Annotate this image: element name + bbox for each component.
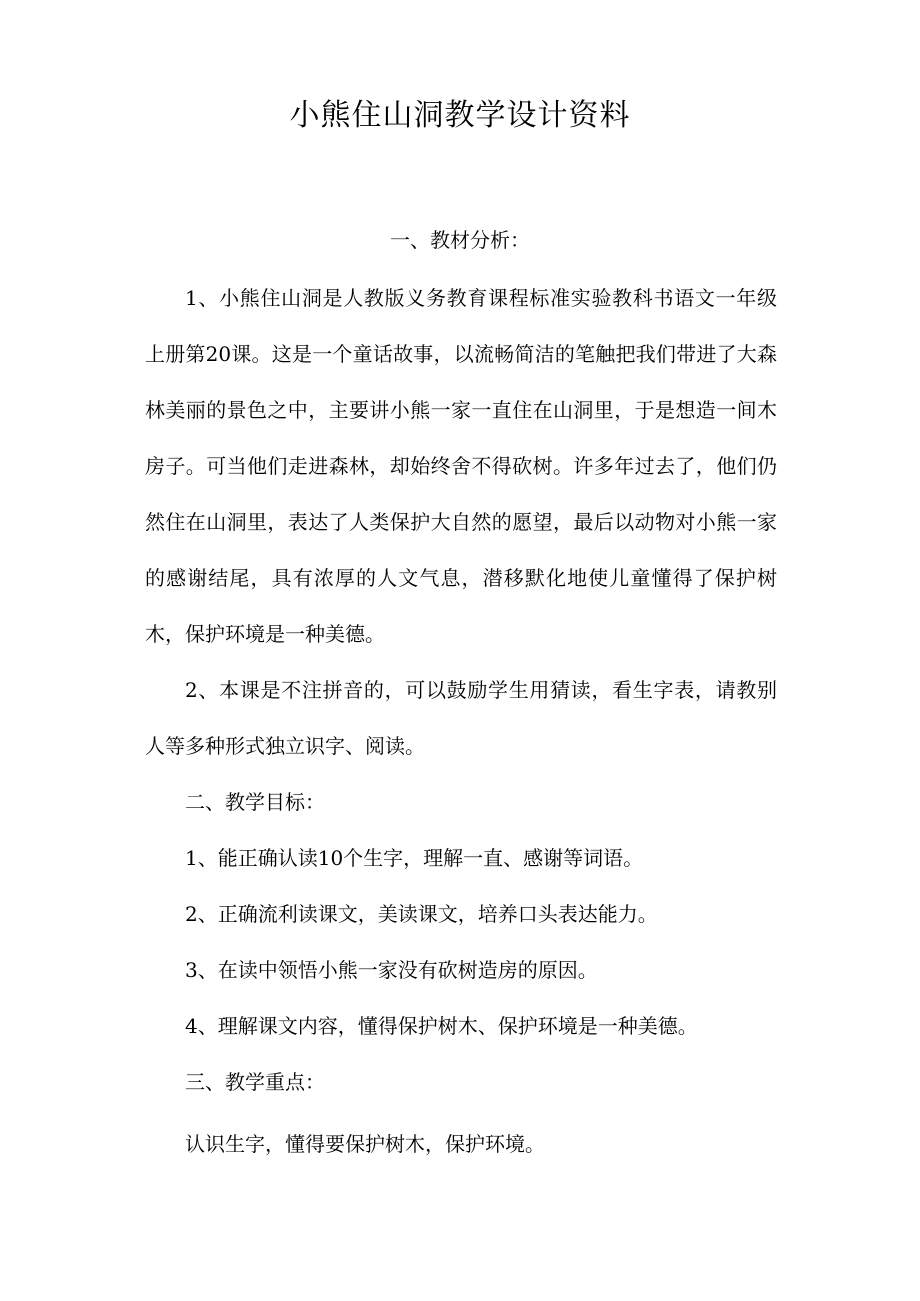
goal-item: 3、在读中领悟小熊一家没有砍树造房的原因。 <box>185 958 598 982</box>
document-title: 小熊住山洞教学设计资料 <box>289 98 631 133</box>
goal-item: 4、理解课文内容，懂得保护树木、保护环境是一种美德。 <box>185 1014 698 1038</box>
goal-item: 1、能正确认读10个生字，理解一直、感谢等词语。 <box>185 846 644 870</box>
section-heading-textbook-analysis: 一、教材分析： <box>390 228 530 252</box>
paragraph-lesson-overview: 1、小熊住山洞是人教版义务教育课程标准实验教科书语文一年级上册第20课。这是一个童话故事，以流畅简洁的笔触把我们带进了大森林美丽的景色之中，主要讲小熊一家一直住在山洞里，于是想造一间木房子。可当他们走进森林，却始终舍不得砍树。许多年过去了，他们仍然住在山洞里，表达了人类保护大自然的愿望，最后以动物对小熊一家的感谢结尾，具有浓厚的人文气息，潜移默化地使儿童懂得了保护树木，保护环境是一种美德。 <box>145 286 777 646</box>
section-heading-key-points: 三、教学重点： <box>185 1070 325 1094</box>
paragraph-literacy-methods: 2、本课是不注拼音的，可以鼓励学生用猜读，看生字表，请教别人等多种形式独立识字、阅读。 <box>145 678 777 758</box>
section-heading-teaching-goals: 二、教学目标： <box>185 790 325 814</box>
key-points-text: 认识生字，懂得要保护树木，保护环境。 <box>185 1132 545 1156</box>
goal-item: 2、正确流利读课文，美读课文，培养口头表达能力。 <box>185 902 658 926</box>
